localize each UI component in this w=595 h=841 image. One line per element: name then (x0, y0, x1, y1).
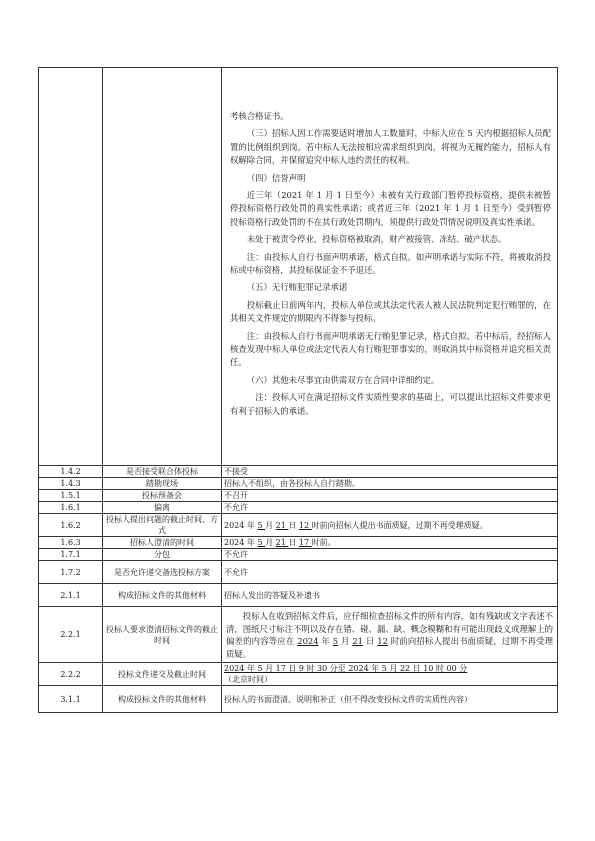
row-item-name: 是否接受联合体投标 (103, 466, 222, 478)
row-number: 1.5.1 (39, 490, 103, 502)
text: 2024 年 (224, 538, 258, 547)
row-number: 2.2.1 (39, 607, 103, 663)
row-number: 1.4.2 (39, 466, 103, 478)
paragraph: 考核合格证书。 (230, 110, 289, 121)
row-value (222, 514, 558, 537)
underlined-value: 2024 年 5 月 17 日 9 时 30 分至 2024 年 5 月 22 日 10 时 00 分 (224, 664, 468, 674)
row-value: 招标人不组织，由各投标人自行踏勘。 (222, 478, 558, 490)
row-number: 1.6.1 (39, 502, 103, 514)
row-item-name: 投标人提出问题的截止时间、方式 (103, 514, 222, 537)
underlined-value: 12 (377, 636, 388, 647)
underlined-value: 12 (298, 520, 312, 530)
text: 月 (265, 538, 276, 547)
table-row (39, 607, 558, 663)
row-number (39, 68, 103, 466)
underlined-value: 2024 (297, 636, 319, 647)
paragraph: 未处于被责令停业，投标资格被取消，财产被接管、冻结、破产状态。 (246, 234, 507, 245)
text: 日 (288, 520, 299, 530)
table-row (39, 478, 558, 490)
row-number: 2.1.1 (39, 584, 103, 607)
row-number: 1.7.2 (39, 561, 103, 584)
qualification-content (222, 68, 558, 466)
row-value (222, 607, 558, 663)
row-item-name: 构成投标文件的其他材料 (103, 686, 222, 713)
underlined-value: 21 (275, 520, 289, 530)
note-paragraph: 注：由投标人自行书面声明承诺无行贿犯罪记录，格式自拟。若中标后，经招标人核查发现中标人单位或法定代表人有行贿犯罪事实的，则取消其中标资格并追究相关责任。 (230, 330, 551, 368)
row-item-name: 投标文件递交及截止时间 (103, 663, 222, 686)
paragraph: 近三年（2021 年 1 月 1 日至今）未被有关行政部门暂停投标资格，提供未被暂停投标资格行政处罚的真实性承诺；或者近三年（2021 年 1 月 1 日至今）受到暂停投标资格行政处罚的不在其行政处罚期内，须提供行政处罚情况说明及真实性承诺。 (230, 189, 551, 227)
row-value: 投标人的书面澄清、说明和补正（但不得改变投标文件的实质性内容） (222, 686, 558, 713)
text: 时前向招标人提出书面质疑，过期不再受理质疑。 (311, 520, 488, 530)
table-row (39, 537, 558, 549)
row-number: 1.6.2 (39, 514, 103, 537)
row-value: 招标人发出的答疑及补遗书 (222, 584, 558, 607)
section-heading: （四）信誉声明 (246, 172, 306, 183)
underlined-value: 21 (275, 538, 289, 547)
paragraph: （三）招标人因工作需要适时增加人工数量时，中标人应在 5 天内根据招标人员配置的比例组织到岗。若中标人无法按相应需求组织到岗，将视为无履约能力，招标人有权解除合同，并保留追究中标人违约责任的权利。 (230, 128, 551, 166)
row-number: 1.7.1 (39, 549, 103, 561)
underlined-value: 5 (257, 520, 266, 530)
table-row (39, 490, 558, 502)
text: 投标人在收到招标文件后，应仔细检查招标文件的所有内容，如有残缺或文字表述不清，图纸尺寸标注不明以及存在错、碰、漏、缺、概念模糊和有可能出现歧义或理解上的偏差的内容等应在 (226, 611, 553, 647)
paragraph: 投标截止日前两年内，投标人单位或其法定代表人被人民法院判定犯行贿罪的，在其相关文件规定的期限内不得参与投标。 (230, 299, 551, 324)
row-item-name: 构成招标文件的其他材料 (103, 584, 222, 607)
text: （北京时间） (224, 675, 272, 685)
text: 月 (338, 636, 353, 647)
section-heading: （六）其他未尽事宜由供需双方在合同中详细约定。 (246, 374, 440, 385)
text: 月 (265, 520, 276, 530)
text: 日 (363, 636, 378, 647)
underlined-value: 21 (352, 636, 364, 647)
table-row (39, 502, 558, 514)
text: 2024 年 (224, 520, 258, 530)
row-item-name (103, 68, 222, 466)
note-paragraph: 注：投标人可在满足招标文件实质性要求的基础上，可以提出比招标文件要求更有利于招标人的承诺。 (230, 392, 551, 416)
row-number: 1.4.3 (39, 478, 103, 490)
table-row (39, 68, 558, 466)
row-value (222, 537, 558, 549)
underlined-value: 5 (332, 636, 339, 647)
table-row (39, 584, 558, 607)
row-number: 2.2.2 (39, 663, 103, 686)
row-item-name: 分包 (103, 549, 222, 561)
section-heading: （五）无行贿犯罪记录承诺 (246, 282, 348, 293)
row-value: 不召开 (222, 490, 558, 502)
row-value: 不接受 (222, 466, 558, 478)
underlined-value: 17 (298, 538, 312, 547)
table-row (39, 549, 558, 561)
table-row (39, 466, 558, 478)
table-row (39, 686, 558, 713)
text: 日 (288, 538, 299, 547)
underlined-value: 5 (257, 538, 266, 547)
bid-data-table (38, 67, 558, 713)
table-row (39, 663, 558, 686)
row-item-name: 投标人要求澄清招标文件的截止时间 (103, 607, 222, 663)
row-item-name: 是否允许递交备选投标方案 (103, 561, 222, 584)
row-value: 不允许 (222, 549, 558, 561)
row-value: 不允许 (222, 561, 558, 584)
text: 年 (318, 636, 333, 647)
row-item-name: 投标预备会 (103, 490, 222, 502)
row-item-name: 踏勘现场 (103, 478, 222, 490)
row-item-name: 偏离 (103, 502, 222, 514)
table-row (39, 561, 558, 584)
text: 时前。 (311, 538, 336, 547)
row-value: 不允许 (222, 502, 558, 514)
note-paragraph: 注：由投标人自行书面声明承诺，格式自拟。如声明承诺与实际不符，将被取消投标或中标资格，其投标保证金不予退还。 (230, 251, 551, 275)
row-number: 1.6.3 (39, 537, 103, 549)
row-number: 3.1.1 (39, 686, 103, 713)
text: 时前向招标人提出书面质疑，过期不再受理质疑。 (226, 636, 553, 659)
row-value (222, 663, 558, 686)
row-item-name: 招标人澄清的时间 (103, 537, 222, 549)
table-row (39, 514, 558, 537)
